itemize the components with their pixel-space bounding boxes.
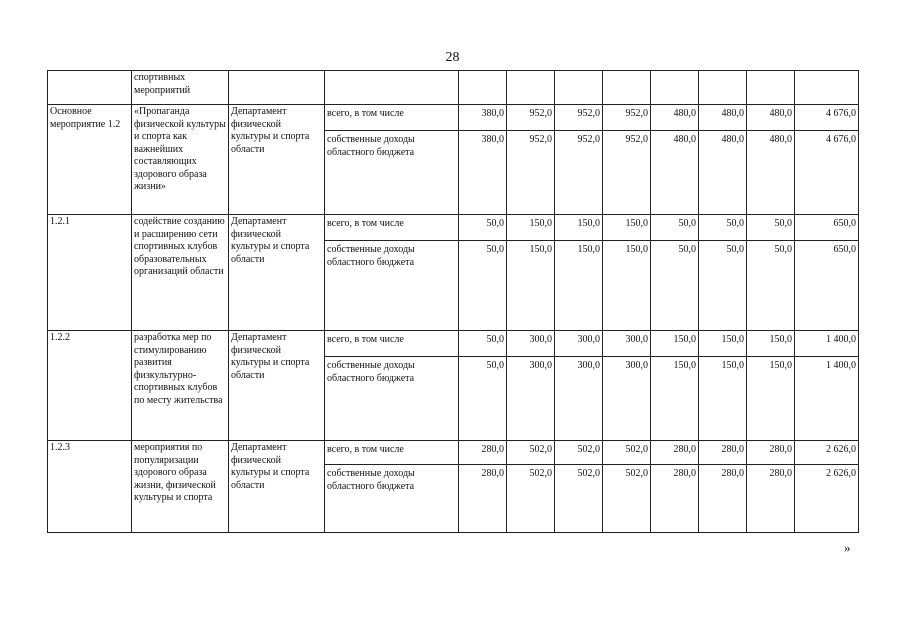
cell-value: 280,0: [699, 465, 747, 533]
cell-total: 1 400,0: [795, 357, 859, 441]
cell-code: 1.2.1: [48, 215, 132, 331]
cell-value: [507, 71, 555, 105]
cell-value: 480,0: [651, 131, 699, 215]
cell-value: 150,0: [507, 241, 555, 331]
budget-table: [47, 70, 859, 533]
closing-quote: »: [844, 540, 851, 555]
cell-value: 300,0: [507, 331, 555, 357]
cell-value: 380,0: [459, 105, 507, 131]
cell-value: 280,0: [747, 441, 795, 465]
cell-value: 480,0: [699, 131, 747, 215]
cell-value: 280,0: [651, 441, 699, 465]
cell-value: [555, 71, 603, 105]
cell-value: 150,0: [507, 215, 555, 241]
cell-code: [48, 71, 132, 105]
cell-value: 50,0: [651, 215, 699, 241]
cell-value: 280,0: [699, 441, 747, 465]
cell-value: [699, 71, 747, 105]
cell-value: 502,0: [507, 465, 555, 533]
cell-value: 150,0: [603, 215, 651, 241]
cell-source: всего, в том числе: [325, 441, 459, 465]
cell-source: собственные доходы областного бюджета: [325, 465, 459, 533]
cell-value: 480,0: [651, 105, 699, 131]
cell-value: 300,0: [555, 357, 603, 441]
cell-value: 50,0: [459, 357, 507, 441]
cell-value: [747, 71, 795, 105]
cell-value: 150,0: [699, 357, 747, 441]
table-row: [48, 331, 859, 357]
cell-value: 502,0: [507, 441, 555, 465]
cell-name: разработка мер по стимулированию развития физкультурно-спортивных клубов по месту жительства: [132, 331, 229, 441]
cell-name: содействие созданию и расширению сети спортивных клубов образовательных организаций области: [132, 215, 229, 331]
cell-name: «Пропаганда физической культуры и спорта как важнейших составляющих здорового образа жизни»: [132, 105, 229, 215]
cell-value: 50,0: [747, 241, 795, 331]
cell-value: 50,0: [699, 215, 747, 241]
cell-code: 1.2.2: [48, 331, 132, 441]
cell-value: 150,0: [555, 241, 603, 331]
cell-code: 1.2.3: [48, 441, 132, 533]
cell-value: 502,0: [555, 441, 603, 465]
cell-value: 480,0: [747, 105, 795, 131]
cell-value: 952,0: [603, 105, 651, 131]
cell-total: 650,0: [795, 215, 859, 241]
cell-value: 150,0: [651, 331, 699, 357]
cell-value: 300,0: [603, 357, 651, 441]
cell-value: 280,0: [459, 465, 507, 533]
cell-value: 952,0: [507, 105, 555, 131]
cell-value: 502,0: [603, 441, 651, 465]
cell-value: 50,0: [651, 241, 699, 331]
cell-name: спортивных мероприятий: [132, 71, 229, 105]
cell-value: 150,0: [651, 357, 699, 441]
cell-value: 952,0: [603, 131, 651, 215]
cell-total: 4 676,0: [795, 131, 859, 215]
cell-value: 480,0: [747, 131, 795, 215]
cell-total: 4 676,0: [795, 105, 859, 131]
cell-value: 150,0: [555, 215, 603, 241]
cell-name: мероприятия по популяризации здорового образа жизни, физической культуры и спорта: [132, 441, 229, 533]
cell-value: 300,0: [555, 331, 603, 357]
cell-value: 150,0: [603, 241, 651, 331]
cell-value: 50,0: [699, 241, 747, 331]
cell-value: [603, 71, 651, 105]
cell-executor: Департамент физической культуры и спорта области: [229, 331, 325, 441]
cell-value: 502,0: [555, 465, 603, 533]
cell-value: 952,0: [555, 131, 603, 215]
page-number: 28: [445, 50, 460, 65]
cell-value: [459, 71, 507, 105]
cell-value: 150,0: [747, 331, 795, 357]
table-row-continuation: [48, 71, 859, 105]
table-row: [48, 105, 859, 131]
cell-value: 300,0: [507, 357, 555, 441]
cell-source: всего, в том числе: [325, 105, 459, 131]
cell-code: Основное мероприятие 1.2: [48, 105, 132, 215]
cell-total: 2 626,0: [795, 465, 859, 533]
cell-value: 480,0: [699, 105, 747, 131]
cell-value: 50,0: [459, 241, 507, 331]
cell-source: всего, в том числе: [325, 215, 459, 241]
table-row: [48, 215, 859, 241]
cell-value: 952,0: [507, 131, 555, 215]
cell-value: 952,0: [555, 105, 603, 131]
cell-value: 150,0: [747, 357, 795, 441]
cell-source: [325, 71, 459, 105]
cell-value: 502,0: [603, 465, 651, 533]
cell-value: [651, 71, 699, 105]
cell-value: 50,0: [747, 215, 795, 241]
table-row: [48, 441, 859, 465]
cell-executor: Департамент физической культуры и спорта области: [229, 215, 325, 331]
cell-value: 280,0: [459, 441, 507, 465]
cell-value: 280,0: [747, 465, 795, 533]
cell-source: собственные доходы областного бюджета: [325, 357, 459, 441]
cell-executor: Департамент физической культуры и спорта области: [229, 105, 325, 215]
cell-value: 280,0: [651, 465, 699, 533]
cell-value: 150,0: [699, 331, 747, 357]
cell-value: 50,0: [459, 215, 507, 241]
cell-value: 300,0: [603, 331, 651, 357]
cell-value: 380,0: [459, 131, 507, 215]
cell-value: 50,0: [459, 331, 507, 357]
cell-source: всего, в том числе: [325, 331, 459, 357]
cell-source: собственные доходы областного бюджета: [325, 131, 459, 215]
cell-source: собственные доходы областного бюджета: [325, 241, 459, 331]
cell-executor: [229, 71, 325, 105]
cell-total: 2 626,0: [795, 441, 859, 465]
cell-total: 650,0: [795, 241, 859, 331]
cell-value: [795, 71, 859, 105]
cell-executor: Департамент физической культуры и спорта области: [229, 441, 325, 533]
cell-total: 1 400,0: [795, 331, 859, 357]
